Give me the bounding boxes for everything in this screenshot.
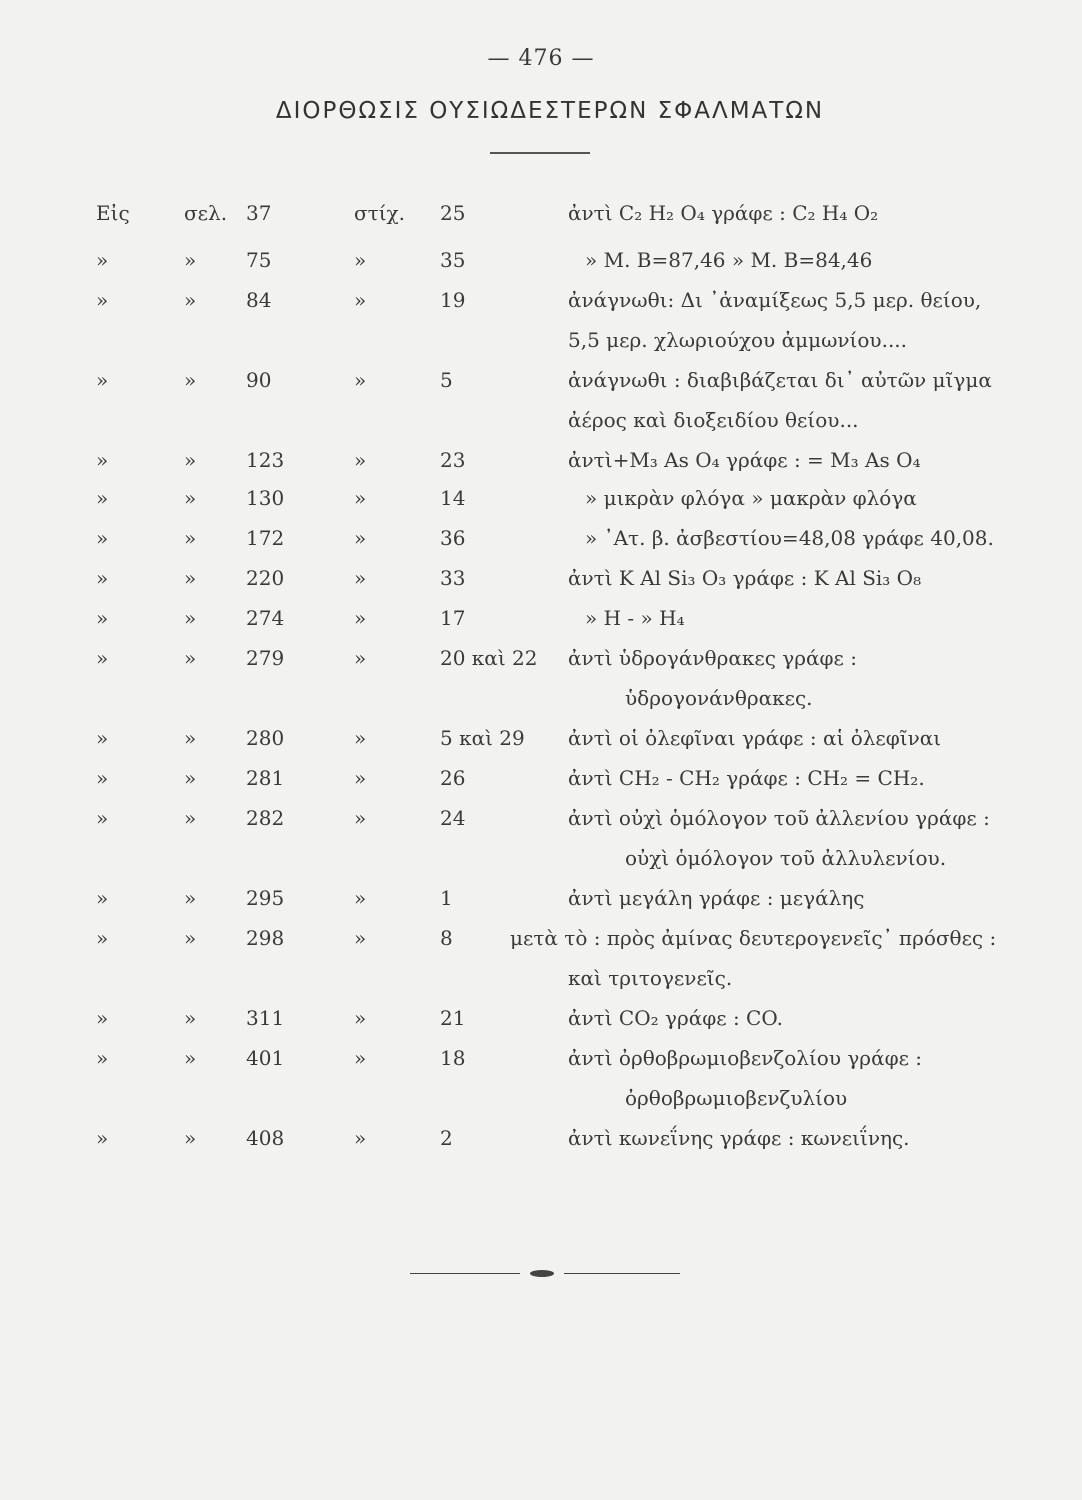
errata-prefix: » (96, 1126, 109, 1150)
title-divider (490, 152, 590, 154)
errata-page-label: » (184, 1126, 197, 1150)
errata-page-number: 295 (246, 886, 285, 910)
errata-prefix: » (96, 486, 109, 510)
errata-page-label: » (184, 288, 197, 312)
errata-correction: μετὰ τὸ : πρὸς ἀμίνας δευτερογενεῖς᾽ πρόσθες : (510, 926, 997, 950)
errata-line-number: 18 (440, 1046, 466, 1070)
errata-line-number: 8 (440, 926, 453, 950)
errata-page-number: 298 (246, 926, 285, 950)
errata-page-number: 123 (246, 448, 285, 472)
errata-page-label: » (184, 606, 197, 630)
errata-line-label: » (354, 1006, 367, 1030)
errata-line-number: 17 (440, 606, 466, 630)
errata-line-number: 5 καὶ 29 (440, 726, 525, 750)
errata-page-number: 172 (246, 526, 285, 550)
errata-page-number: 311 (246, 1006, 285, 1030)
errata-line-number: 23 (440, 448, 466, 472)
errata-line-number: 2 (440, 1126, 453, 1150)
errata-page-number: 90 (246, 368, 272, 392)
errata-line-label: » (354, 526, 367, 550)
errata-page-label: σελ. (184, 201, 228, 225)
errata-page-label: » (184, 248, 197, 272)
errata-line-number: 25 (440, 201, 466, 225)
errata-line-label: » (354, 288, 367, 312)
end-ornament (410, 1270, 680, 1278)
errata-line-label: » (354, 248, 367, 272)
errata-line-label: » (354, 1046, 367, 1070)
errata-page-label: » (184, 1046, 197, 1070)
errata-row (0, 518, 1082, 558)
errata-page-number: 280 (246, 726, 285, 750)
errata-page-label: » (184, 526, 197, 550)
errata-correction: ἀντὶ ὑδρογάνθρακες γράφε : (568, 646, 857, 670)
errata-prefix: Εἰς (96, 201, 130, 225)
errata-row (0, 878, 1082, 918)
errata-row (0, 558, 1082, 598)
errata-row (0, 1038, 1082, 1078)
errata-row (0, 193, 1082, 233)
errata-prefix: » (96, 1006, 109, 1030)
errata-page-label: » (184, 926, 197, 950)
errata-page-number: 279 (246, 646, 285, 670)
errata-correction: ἀνάγνωθι : διαβιβάζεται δι᾽ αὐτῶν μῖγμα (568, 368, 992, 392)
errata-page-number: 84 (246, 288, 272, 312)
errata-line-number: 5 (440, 368, 453, 392)
errata-prefix: » (96, 1046, 109, 1070)
errata-line-label: » (354, 766, 367, 790)
errata-row (0, 798, 1082, 838)
errata-line-label: » (354, 806, 367, 830)
errata-row (0, 918, 1082, 958)
errata-correction: ἀντὶ C₂ H₂ O₄ γράφε : C₂ H₄ O₂ (568, 201, 879, 225)
errata-prefix: » (96, 766, 109, 790)
errata-correction: ἀντὶ κωνεΐνης γράφε : κωνειΐνης. (568, 1126, 910, 1150)
errata-row (0, 998, 1082, 1038)
errata-prefix: » (96, 566, 109, 590)
errata-page-label: » (184, 726, 197, 750)
page-title: ΔΙΟΡΘΩΣΙΣ ΟΥΣΙΩΔΕΣΤΕΡΩΝ ΣΦΑΛΜΑΤΩΝ (275, 98, 825, 124)
errata-line-label: » (354, 646, 367, 670)
errata-correction-continued: οὐχὶ ὁμόλογον τοῦ ἀλλυλενίου. (625, 846, 947, 870)
errata-correction: ἀνάγνωθι: Δι ᾽ἀναμίξεως 5,5 μερ. θείου, (568, 288, 982, 312)
errata-prefix: » (96, 926, 109, 950)
errata-line-label: στίχ. (354, 201, 406, 225)
errata-correction: ἀντὶ ὀρθοβρωμιοβενζολίου γράφε : (568, 1046, 923, 1070)
errata-prefix: » (96, 886, 109, 910)
errata-line-number: 21 (440, 1006, 466, 1030)
errata-page-label: » (184, 646, 197, 670)
errata-row (0, 718, 1082, 758)
errata-page-label: » (184, 766, 197, 790)
errata-correction: » ᾽Ατ. β. ἀσβεστίου=48,08 γράφε 40,08. (585, 526, 994, 550)
errata-page-number: 274 (246, 606, 285, 630)
errata-prefix: » (96, 526, 109, 550)
errata-page-number: 37 (246, 201, 272, 225)
errata-prefix: » (96, 288, 109, 312)
page-number: — 476 — (487, 46, 595, 71)
errata-row (0, 440, 1082, 480)
errata-correction: ἀντὶ οἱ ὀλεφῖναι γράφε : αἱ ὀλεφῖναι (568, 726, 942, 750)
errata-prefix: » (96, 646, 109, 670)
errata-prefix: » (96, 368, 109, 392)
errata-line-label: » (354, 368, 367, 392)
errata-correction: » H - » H₄ (585, 606, 685, 630)
errata-correction: ἀντὶ K Al Si₃ O₃ γράφε : K Al Si₃ O₈ (568, 566, 922, 590)
errata-page-label: » (184, 486, 197, 510)
errata-line-label: » (354, 886, 367, 910)
errata-page-number: 220 (246, 566, 285, 590)
errata-prefix: » (96, 606, 109, 630)
errata-line-label: » (354, 606, 367, 630)
errata-correction-continued: ὀρθοβρωμιοβενζυλίου (625, 1086, 848, 1110)
errata-prefix: » (96, 726, 109, 750)
errata-row (0, 1118, 1082, 1158)
errata-row (0, 758, 1082, 798)
errata-line-number: 26 (440, 766, 466, 790)
errata-page-number: 281 (246, 766, 285, 790)
errata-page-number: 130 (246, 486, 285, 510)
errata-line-number: 24 (440, 806, 466, 830)
errata-row (0, 638, 1082, 678)
errata-line-number: 35 (440, 248, 466, 272)
errata-line-label: » (354, 566, 367, 590)
errata-page-label: » (184, 886, 197, 910)
errata-line-number: 36 (440, 526, 466, 550)
errata-row (0, 598, 1082, 638)
errata-page-number: 401 (246, 1046, 285, 1070)
errata-correction: » μικρὰν φλόγα » μακρὰν φλόγα (585, 486, 917, 510)
errata-line-label: » (354, 486, 367, 510)
errata-row (0, 360, 1082, 400)
errata-correction: ἀντὶ CO₂ γράφε : CO. (568, 1006, 783, 1030)
errata-correction-continued: ὑδρογονάνθρακες. (625, 686, 813, 710)
errata-line-number: 33 (440, 566, 466, 590)
errata-correction: ἀντὶ μεγάλη γράφε : μεγάλης (568, 886, 865, 910)
errata-page-label: » (184, 806, 197, 830)
errata-prefix: » (96, 806, 109, 830)
errata-correction-continued: καὶ τριτογενεῖς. (568, 966, 733, 990)
errata-line-number: 14 (440, 486, 466, 510)
errata-correction-continued: ἀέρος καὶ διοξειδίου θείου... (568, 408, 859, 432)
errata-page-label: » (184, 1006, 197, 1030)
errata-prefix: » (96, 248, 109, 272)
errata-line-label: » (354, 726, 367, 750)
errata-correction: ἀντὶ+M₃ As O₄ γράφε : = M₃ As O₄ (568, 448, 921, 472)
errata-prefix: » (96, 448, 109, 472)
errata-line-number: 20 καὶ 22 (440, 646, 538, 670)
errata-correction: ἀντὶ CH₂ - CH₂ γράφε : CH₂ = CH₂. (568, 766, 925, 790)
errata-page-number: 282 (246, 806, 285, 830)
errata-row (0, 478, 1082, 518)
errata-page-number: 75 (246, 248, 272, 272)
errata-line-label: » (354, 448, 367, 472)
errata-page-label: » (184, 368, 197, 392)
errata-row (0, 280, 1082, 320)
errata-correction: ἀντὶ οὐχὶ ὁμόλογον τοῦ ἀλλενίου γράφε : (568, 806, 990, 830)
errata-page-number: 408 (246, 1126, 285, 1150)
errata-correction-continued: 5,5 μερ. χλωριούχου ἀμμωνίου.... (568, 328, 908, 352)
errata-line-number: 1 (440, 886, 453, 910)
errata-page-label: » (184, 566, 197, 590)
errata-line-label: » (354, 1126, 367, 1150)
errata-row (0, 240, 1082, 280)
errata-correction: » M. B=87,46 » M. B=84,46 (585, 248, 873, 272)
errata-line-label: » (354, 926, 367, 950)
errata-line-number: 19 (440, 288, 466, 312)
errata-page-label: » (184, 448, 197, 472)
